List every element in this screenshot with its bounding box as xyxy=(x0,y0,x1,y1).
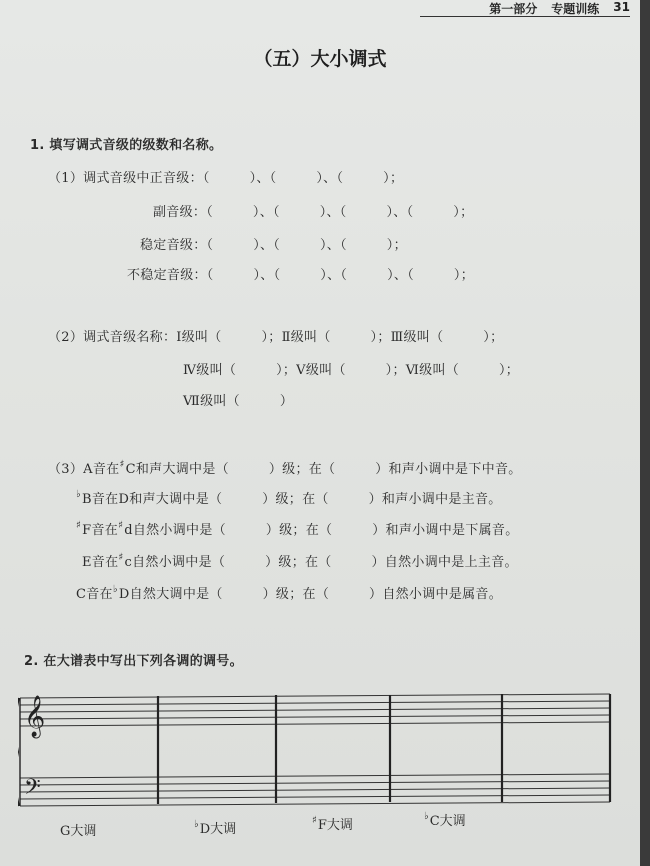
staff-line xyxy=(20,715,610,719)
q3-row-2 xyxy=(76,488,502,507)
q2-row-3: Ⅶ级叫（ ） xyxy=(183,394,294,409)
q1-row-primary: （1）调式音级中正音级：（ ）、（ ）、（ ）； xyxy=(48,171,404,186)
q3-row-5-post: D自然大调中是（ ）级；在（ ）自然小调中是属音。 xyxy=(118,587,503,602)
q1-row-stable: 稳定音级：（ ）、（ ）、（ ）； xyxy=(140,238,407,253)
staff-line xyxy=(20,708,610,712)
staff-line xyxy=(20,795,610,799)
page-header xyxy=(420,0,630,17)
key-label-c-flat-major-text: C大调 xyxy=(429,814,466,829)
staff-line xyxy=(20,722,610,726)
q3-row-2-text: B音在D和声大调中是（ ）级；在（ ）和声小调中是主音。 xyxy=(82,492,502,507)
key-label-d-flat-major xyxy=(194,818,236,837)
key-label-g-major xyxy=(60,820,96,839)
staff-line xyxy=(20,694,610,698)
sharp-icon: ♯ xyxy=(76,520,82,531)
staff-line xyxy=(20,781,610,785)
q3-row-1 xyxy=(48,458,522,477)
q1-row-unstable: 不稳定音级：（ ）、（ ）、（ ）、（ ）； xyxy=(127,268,475,283)
page-title: （五）大小调式 xyxy=(253,48,387,70)
flat-icon: ♭ xyxy=(194,819,199,830)
grand-staff xyxy=(18,690,614,808)
key-label-f-sharp-major-text: F大调 xyxy=(317,818,353,833)
q1-heading: 1. 填写调式音级的级数和名称。 xyxy=(30,138,223,153)
flat-icon: ♭ xyxy=(112,584,118,595)
staff-line xyxy=(20,788,610,792)
sharp-icon: ♯ xyxy=(118,520,124,531)
q3-row-4-pre: E音在 xyxy=(82,555,119,570)
flat-icon: ♭ xyxy=(424,811,429,822)
header-section: 专题训练 xyxy=(551,2,600,16)
sharp-icon: ♯ xyxy=(118,552,124,563)
key-label-d-flat-major-text: D大调 xyxy=(199,822,237,837)
key-label-c-flat-major xyxy=(424,810,466,829)
q2-row-1: （2）调式音级名称：Ⅰ级叫（ ）；Ⅱ级叫（ ）；Ⅲ级叫（ ）； xyxy=(48,330,504,345)
q3-row-1-post: C和声大调中是（ ）级；在（ ）和声小调中是下中音。 xyxy=(125,462,522,477)
sharp-icon: ♯ xyxy=(119,459,125,470)
key-label-f-sharp-major xyxy=(312,814,353,833)
sharp-icon: ♯ xyxy=(312,815,317,826)
q3-row-4-post: c自然小调中是（ ）级；在（ ）自然小调中是上主音。 xyxy=(124,555,518,570)
brace-icon xyxy=(18,698,19,806)
header-part: 第一部分 xyxy=(489,2,538,16)
q3-row-3-post: d自然小调中是（ ）级；在（ ）和声小调中是下属音。 xyxy=(124,523,519,538)
bass-clef-icon: 𝄢 xyxy=(24,775,41,805)
q3-row-3-pre: F音在 xyxy=(82,523,119,538)
q3-row-5-pre: C音在 xyxy=(76,587,113,602)
q4-heading: 2. 在大谱表中写出下列各调的调号。 xyxy=(24,654,243,669)
flat-icon: ♭ xyxy=(76,489,82,500)
q3-row-5 xyxy=(76,583,502,602)
header-page-number: 31 xyxy=(613,0,630,14)
q2-row-2: Ⅳ级叫（ ）；Ⅴ级叫（ ）；Ⅵ级叫（ ）； xyxy=(183,363,520,378)
q1-row-secondary: 副音级：（ ）、（ ）、（ ）、（ ）； xyxy=(153,205,474,220)
staff-line xyxy=(20,774,610,778)
staff-line xyxy=(20,802,610,806)
staff-line xyxy=(20,701,610,705)
q3-row-4 xyxy=(82,551,518,570)
key-label-g-major-text: G大调 xyxy=(60,824,97,839)
q3-row-3 xyxy=(76,519,519,538)
treble-clef-icon: 𝄞 xyxy=(24,696,46,737)
q3-row-1-pre: （3）A音在 xyxy=(48,462,120,477)
